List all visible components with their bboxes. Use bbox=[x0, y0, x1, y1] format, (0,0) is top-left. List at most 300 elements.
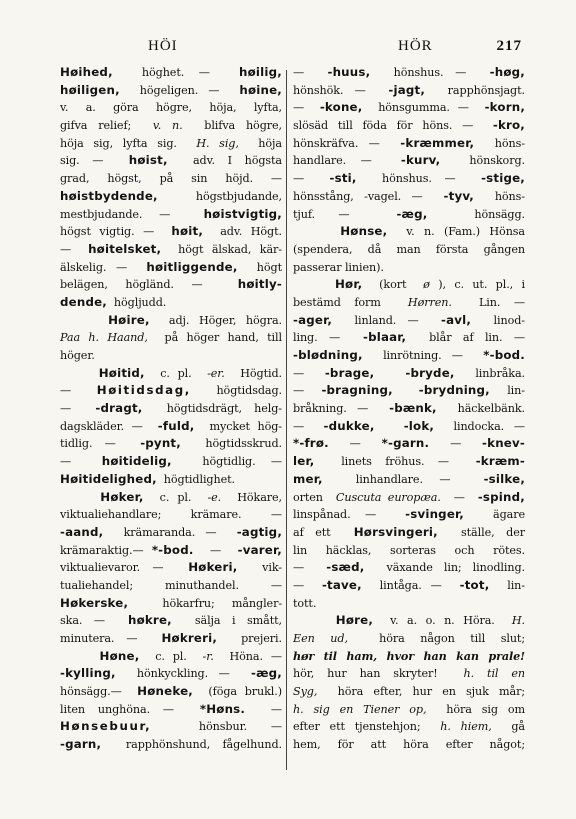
definition-text: gå bbox=[501, 720, 525, 734]
definition-text bbox=[60, 650, 92, 663]
dictionary-line bbox=[293, 489, 525, 507]
definition-text: hönshus. — bbox=[369, 172, 469, 186]
right-column bbox=[293, 64, 525, 772]
definition-text bbox=[293, 225, 331, 238]
definition-text: hönskräfva. — bbox=[293, 136, 390, 150]
definition-text: krämaraktig.— bbox=[60, 543, 144, 557]
headword: -svinger, bbox=[405, 507, 464, 522]
definition-text: högtidsdrägt, helg- bbox=[154, 402, 282, 416]
headword: Høitid, bbox=[98, 365, 145, 380]
definition-text: sälja i smått, bbox=[183, 614, 282, 628]
dictionary-line bbox=[60, 99, 282, 117]
definition-text: dagskläder. — bbox=[60, 419, 151, 433]
headword: *-bod. bbox=[151, 542, 194, 557]
header-right-word: HÖR bbox=[398, 38, 433, 54]
dictionary-line bbox=[293, 206, 525, 224]
definition-text: lintåga. — bbox=[370, 578, 451, 592]
definition-text: (föga brukl.) bbox=[200, 685, 282, 699]
italic-text: Cuscuta europæa. bbox=[335, 490, 441, 504]
dictionary-line bbox=[60, 312, 282, 330]
definition-text: höghet. — bbox=[127, 66, 225, 79]
headword: høistbydende, bbox=[60, 188, 158, 203]
headword: -brydning, bbox=[418, 383, 490, 398]
definition-text: tott. bbox=[293, 596, 317, 610]
definition-text: adv. Högt. bbox=[211, 225, 282, 239]
definition-text: högstbjudande, bbox=[176, 189, 282, 203]
column-divider bbox=[286, 70, 287, 770]
running-header bbox=[60, 38, 522, 60]
dictionary-line bbox=[60, 506, 282, 524]
definition-text: blifva högre, bbox=[193, 119, 282, 133]
definition-text: vik- bbox=[249, 561, 282, 575]
definition-text: linod- bbox=[482, 313, 525, 327]
headword: Hønse, bbox=[340, 224, 388, 239]
headword: høkre, bbox=[127, 613, 172, 628]
headword: -ager, bbox=[293, 312, 333, 327]
dictionary-line bbox=[293, 577, 525, 595]
headword: -jagt, bbox=[388, 82, 426, 97]
headword: dende, bbox=[60, 294, 107, 309]
definition-text: hönsbur. — bbox=[175, 720, 282, 734]
headword: høitly- bbox=[237, 277, 282, 292]
definition-text: af ett bbox=[293, 525, 343, 539]
definition-text: — bbox=[201, 543, 230, 557]
dictionary-line bbox=[60, 595, 282, 613]
definition-text: — bbox=[293, 66, 316, 79]
dictionary-line bbox=[293, 542, 525, 560]
headword: -silke, bbox=[483, 471, 525, 486]
definition-text: hönkyckling. — bbox=[126, 667, 241, 681]
dictionary-line bbox=[293, 701, 525, 719]
definition-text: hönshök. — bbox=[293, 83, 378, 97]
definition-text: tjuf. — bbox=[293, 207, 373, 221]
italic-text: h. til en bbox=[463, 667, 525, 681]
headword: -garn, bbox=[60, 737, 102, 752]
definition-text bbox=[60, 491, 92, 504]
definition-text: — bbox=[293, 384, 313, 398]
headword: Høitidsdag, bbox=[96, 383, 191, 398]
italic-text: -er. bbox=[207, 366, 225, 380]
definition-text bbox=[293, 614, 327, 627]
definition-text: c. pl. bbox=[147, 649, 195, 663]
headword: *-bod. bbox=[483, 348, 525, 362]
definition-text: höja bbox=[248, 136, 282, 150]
dictionary-line bbox=[60, 82, 282, 100]
headword: -kone, bbox=[319, 100, 363, 115]
definition-text bbox=[60, 367, 91, 380]
definition-text: hönskorg. bbox=[454, 154, 525, 168]
definition-text: Hökare, bbox=[229, 490, 282, 504]
definition-text: — bbox=[293, 172, 317, 186]
definition-text: ägare bbox=[478, 508, 525, 522]
headword: -høg, bbox=[489, 65, 525, 79]
dictionary-line bbox=[60, 400, 282, 418]
dictionary-line bbox=[293, 471, 525, 489]
definition-text: högtidsdag. bbox=[203, 384, 282, 398]
dictionary-line bbox=[60, 471, 282, 489]
definition-text: — bbox=[60, 402, 84, 416]
headword: Hør, bbox=[334, 277, 363, 292]
definition-text: (spendera, då man första gången bbox=[293, 242, 525, 256]
definition-text: lin- bbox=[498, 578, 525, 592]
headword: -knev- bbox=[482, 436, 525, 451]
dictionary-line bbox=[293, 382, 525, 400]
headword: -dragt, bbox=[95, 401, 143, 416]
headword: høist, bbox=[128, 153, 168, 168]
definition-text: belägen, högländ. — bbox=[60, 278, 221, 292]
dictionary-line bbox=[293, 718, 525, 736]
definition-text: rapphönsjagt. bbox=[436, 83, 525, 97]
definition-text: tidlig. — bbox=[60, 437, 128, 451]
headword: -sæd, bbox=[326, 560, 365, 575]
italic-text: h. hiem, bbox=[440, 720, 492, 734]
definition-text: på höger hand, till bbox=[156, 331, 282, 345]
dictionary-line bbox=[60, 329, 282, 347]
headword: Høne, bbox=[99, 648, 140, 663]
definition-text: högtidsskrud. bbox=[193, 437, 282, 451]
italic-text: -r. bbox=[202, 649, 214, 663]
definition-text: adv. I högsta bbox=[180, 154, 282, 168]
definition-text: ), c. ut. pl., i bbox=[438, 278, 525, 292]
dictionary-line bbox=[293, 259, 525, 277]
definition-text bbox=[60, 314, 98, 327]
dictionary-line bbox=[293, 152, 525, 170]
dictionary-line bbox=[60, 117, 282, 135]
definition-text: c. pl. bbox=[152, 366, 200, 380]
definition-text: — bbox=[60, 384, 84, 398]
dictionary-line bbox=[60, 382, 282, 400]
headword: -lok, bbox=[403, 418, 435, 433]
dictionary-line bbox=[293, 400, 525, 418]
dictionary-line bbox=[60, 736, 282, 754]
dictionary-line bbox=[293, 736, 525, 754]
definition-text: Lin. — bbox=[465, 295, 525, 309]
dictionary-line bbox=[293, 595, 525, 613]
headword: høiligen, bbox=[60, 82, 120, 97]
italic-text: H. bbox=[511, 614, 525, 628]
definition-text: v. a. göra högre, höja, lyfta, bbox=[60, 101, 282, 115]
definition-text: — bbox=[60, 242, 80, 256]
definition-text: linbråka. bbox=[464, 366, 525, 380]
definition-text: bestämd form bbox=[293, 295, 395, 309]
dictionary-line bbox=[293, 612, 525, 630]
definition-text: — bbox=[439, 437, 472, 451]
headword: -aand, bbox=[60, 524, 104, 539]
definition-text: handlare. — bbox=[293, 154, 387, 168]
definition-text: lin häcklas, sorteras och rötes. bbox=[293, 543, 525, 557]
dictionary-line bbox=[60, 435, 282, 453]
dictionary-line bbox=[60, 135, 282, 153]
dictionary-line bbox=[293, 241, 525, 259]
dictionary-line bbox=[60, 259, 282, 277]
headword: Høneke, bbox=[137, 684, 193, 699]
headword: -kurv, bbox=[400, 153, 441, 168]
definition-text: Höna. — bbox=[221, 649, 282, 663]
definition-text: — bbox=[339, 437, 372, 451]
dictionary-line bbox=[293, 524, 525, 542]
dictionary-line bbox=[293, 665, 525, 683]
headword: -æg, bbox=[396, 206, 428, 221]
definition-text: ställe, der bbox=[449, 525, 525, 539]
definition-text: höja sig, lyfta sig. bbox=[60, 136, 187, 150]
definition-text: högljudd. bbox=[110, 295, 167, 309]
italic-text: h. sig en Tiener op, bbox=[293, 702, 427, 716]
definition-text: älskelig. — bbox=[60, 260, 137, 274]
headword: Høkerske, bbox=[60, 595, 129, 610]
definition-text: Högtid. bbox=[232, 366, 282, 380]
italic-text: Syg, bbox=[293, 685, 318, 699]
headword: Høker, bbox=[100, 489, 144, 504]
dictionary-line bbox=[293, 135, 525, 153]
definition-text: blår af lin. — bbox=[417, 331, 525, 345]
definition-text: mycket hög- bbox=[201, 419, 282, 433]
headword: *Høns. bbox=[199, 701, 246, 716]
definition-text: linland. — bbox=[343, 313, 430, 327]
headword: høitidelig, bbox=[101, 454, 172, 469]
definition-text: gifva relief; bbox=[60, 119, 142, 133]
definition-text: krämaranda. — bbox=[113, 525, 227, 539]
dictionary-line bbox=[293, 276, 525, 294]
definition-text: höra sig om bbox=[436, 702, 525, 716]
page-number: 217 bbox=[496, 38, 522, 54]
definition-text: — bbox=[60, 455, 87, 469]
dictionary-line bbox=[293, 329, 525, 347]
definition-text: växande lin; linodling. bbox=[375, 561, 525, 575]
definition-text: viktualiehandlare; krämare. — bbox=[60, 508, 282, 522]
dictionary-line bbox=[60, 453, 282, 471]
headword: -blaar, bbox=[362, 330, 407, 345]
dictionary-line bbox=[293, 418, 525, 436]
headword: -kylling, bbox=[60, 666, 116, 681]
dictionary-line bbox=[60, 152, 282, 170]
dictionary-line bbox=[60, 683, 282, 701]
headword: -brage, bbox=[324, 365, 375, 380]
definition-text: — bbox=[293, 366, 315, 380]
definition-text: högt älskad, kär- bbox=[169, 242, 282, 256]
headword: -bænk, bbox=[389, 401, 437, 416]
definition-text: — bbox=[293, 561, 316, 575]
definition-text: hör, hur han skryter! bbox=[293, 667, 451, 681]
headword: -varer, bbox=[237, 542, 282, 557]
headword: høilig, bbox=[239, 65, 282, 79]
dictionary-line bbox=[293, 117, 525, 135]
headword: -fuld, bbox=[157, 418, 195, 433]
definition-text: — bbox=[447, 490, 472, 504]
definition-text: efter ett tjenstehjon; bbox=[293, 720, 431, 734]
dictionary-line bbox=[60, 294, 282, 312]
headword: -kræmmer, bbox=[400, 135, 475, 150]
dictionary-line bbox=[60, 170, 282, 188]
dictionary-line bbox=[60, 718, 282, 736]
definition-text: ling. — bbox=[293, 331, 352, 345]
definition-text: höger. bbox=[60, 349, 95, 362]
headword: høitliggende, bbox=[146, 259, 238, 274]
definition-text: höra någon till slut; bbox=[363, 632, 525, 645]
headword: -dukke, bbox=[323, 418, 375, 433]
headword: mer, bbox=[293, 471, 323, 486]
definition-text: häckelbänk. bbox=[447, 402, 525, 416]
definition-text: höra efter, hur en sjuk mår; bbox=[327, 685, 525, 699]
headword: høitelsket, bbox=[88, 241, 162, 256]
definition-text: adj. Höger, högra. bbox=[159, 313, 282, 327]
dictionary-line bbox=[60, 206, 282, 224]
definition-text: högtidlighet. bbox=[160, 472, 235, 486]
definition-text: bråkning. — bbox=[293, 402, 379, 416]
italic-text: ø bbox=[423, 278, 430, 292]
dictionary-line bbox=[293, 683, 525, 701]
dictionary-line bbox=[293, 630, 525, 648]
definition-text bbox=[293, 278, 327, 291]
dictionary-line bbox=[293, 312, 525, 330]
headword: høine, bbox=[239, 82, 282, 97]
dictionary-line bbox=[60, 188, 282, 206]
definition-text: linrötning. — bbox=[372, 349, 474, 362]
headword: ler, bbox=[293, 454, 315, 469]
italic-text: Een ud, bbox=[293, 632, 348, 645]
dictionary-line bbox=[60, 241, 282, 259]
definition-text: slösäd till föda för höns. — bbox=[293, 119, 484, 133]
headword: *-garn. bbox=[381, 436, 430, 451]
italic-text: v. n. bbox=[152, 119, 183, 133]
definition-text: — bbox=[293, 419, 314, 433]
headword: -tyv, bbox=[443, 188, 474, 203]
headword: Høire, bbox=[108, 312, 150, 327]
headword: -sti, bbox=[329, 171, 357, 186]
dictionary-line bbox=[60, 559, 282, 577]
definition-text: linets fröhus. — bbox=[327, 455, 463, 469]
definition-text: — bbox=[293, 101, 312, 115]
headword: -pynt, bbox=[140, 436, 181, 451]
definition-text: v. n. (Fam.) Hönsa bbox=[396, 225, 525, 239]
dictionary-line bbox=[293, 506, 525, 524]
definition-text: sig. — bbox=[60, 154, 117, 168]
dictionary-line bbox=[60, 630, 282, 648]
dictionary-line bbox=[60, 701, 282, 719]
definition-text: ska. — bbox=[60, 614, 117, 628]
definition-text: (kort bbox=[370, 278, 415, 292]
headword: høit, bbox=[171, 224, 204, 239]
definition-text: högtidlig. — bbox=[187, 455, 282, 469]
headword: Høre, bbox=[335, 613, 374, 628]
dictionary-line bbox=[293, 559, 525, 577]
dictionary-line bbox=[60, 347, 282, 365]
dictionary-line bbox=[293, 347, 525, 365]
headword: -bryde, bbox=[405, 365, 455, 380]
dictionary-line bbox=[60, 612, 282, 630]
headword: Hørsvingeri, bbox=[353, 524, 438, 539]
definition-text: höns- bbox=[484, 136, 525, 150]
header-left-word: HÖI bbox=[148, 38, 178, 54]
definition-text: hönsstång, -vagel. — bbox=[293, 189, 434, 203]
definition-text: prejeri. bbox=[229, 632, 282, 645]
definition-text: viktualievaror. — bbox=[60, 561, 176, 575]
headword: -tot, bbox=[459, 577, 490, 592]
headword: Høkeri, bbox=[188, 560, 238, 575]
headword: -korn, bbox=[484, 100, 525, 115]
definition-text: — bbox=[293, 578, 314, 592]
definition-text: hönsägg.— bbox=[60, 685, 130, 699]
definition-text: linhandlare. — bbox=[339, 472, 468, 486]
dictionary-line bbox=[293, 294, 525, 312]
definition-text: passerar linien). bbox=[293, 260, 384, 274]
definition-text: hönsägg. bbox=[450, 207, 525, 221]
headword: -æg, bbox=[250, 666, 282, 681]
dictionary-line bbox=[293, 99, 525, 117]
headword: -bragning, bbox=[321, 383, 393, 398]
definition-text: lin- bbox=[498, 384, 525, 398]
headword: høistvigtig, bbox=[203, 206, 282, 221]
definition-text: högeligen. — bbox=[129, 83, 230, 97]
headword: -blødning, bbox=[293, 348, 363, 362]
dictionary-line bbox=[293, 188, 525, 206]
headword: Hønsebuur, bbox=[60, 719, 152, 734]
definition-text: högt bbox=[247, 260, 282, 274]
definition-text: högst vigtig. — bbox=[60, 225, 163, 239]
definition-text: orten bbox=[293, 490, 330, 504]
headword: -kro, bbox=[492, 118, 525, 133]
headword: -kræm- bbox=[475, 454, 525, 469]
dictionary-line bbox=[293, 453, 525, 471]
headword: Høkreri, bbox=[161, 631, 218, 645]
italic-text: Hørren. bbox=[407, 295, 452, 309]
definition-text: mestbjudande. — bbox=[60, 207, 187, 221]
definition-text: lindocka. — bbox=[443, 419, 525, 433]
italic-text: H. sig, bbox=[196, 136, 239, 150]
headword: -agtig, bbox=[236, 524, 282, 539]
definition-text: tualiehandel; minuthandel. — bbox=[60, 578, 282, 592]
headword: *-frø. bbox=[293, 436, 329, 451]
headword: Høitidelighed, bbox=[60, 471, 157, 486]
italic-text: Paa h. Haand, bbox=[60, 331, 148, 345]
definition-text: minutera. — bbox=[60, 632, 150, 645]
dictionary-line bbox=[60, 365, 282, 383]
definition-text: höns- bbox=[484, 189, 525, 203]
definition-text: — bbox=[257, 702, 282, 716]
left-column bbox=[60, 64, 282, 772]
definition-text bbox=[385, 367, 395, 380]
dictionary-line bbox=[293, 82, 525, 100]
definition-text: grad, högst, på sin höjd. — bbox=[60, 172, 282, 186]
italic-text: -e. bbox=[207, 490, 222, 504]
definition-text: liten unghöna. — bbox=[60, 702, 187, 716]
dictionary-line bbox=[293, 648, 525, 666]
dictionary-line bbox=[60, 665, 282, 683]
dictionary-line bbox=[60, 648, 282, 666]
dictionary-line bbox=[293, 170, 525, 188]
headword: -avl, bbox=[441, 312, 472, 327]
definition-text: v. a. o. n. Höra. bbox=[381, 614, 504, 628]
definition-text bbox=[384, 420, 394, 433]
dictionary-line bbox=[60, 489, 282, 507]
dictionary-line bbox=[293, 435, 525, 453]
dictionary-line bbox=[60, 542, 282, 560]
headword: -tave, bbox=[321, 577, 362, 592]
definition-text: hem, för att höra efter något; bbox=[293, 738, 525, 752]
dictionary-line bbox=[293, 223, 525, 241]
headword: Høihed, bbox=[60, 65, 113, 79]
definition-text: hönsgumma. — bbox=[370, 101, 477, 115]
definition-text bbox=[401, 384, 410, 397]
definition-text: hökarfru; mångler- bbox=[145, 596, 282, 610]
definition-text: linspånad. — bbox=[293, 508, 391, 522]
headword: -spind, bbox=[477, 489, 525, 504]
headword: -huus, bbox=[327, 65, 371, 79]
headword: -stige, bbox=[481, 171, 525, 186]
dictionary-line bbox=[60, 524, 282, 542]
dictionary-line bbox=[60, 418, 282, 436]
definition-text: rapphönshund, fågelhund. bbox=[113, 738, 282, 752]
definition-text: hönshus. — bbox=[381, 66, 478, 79]
